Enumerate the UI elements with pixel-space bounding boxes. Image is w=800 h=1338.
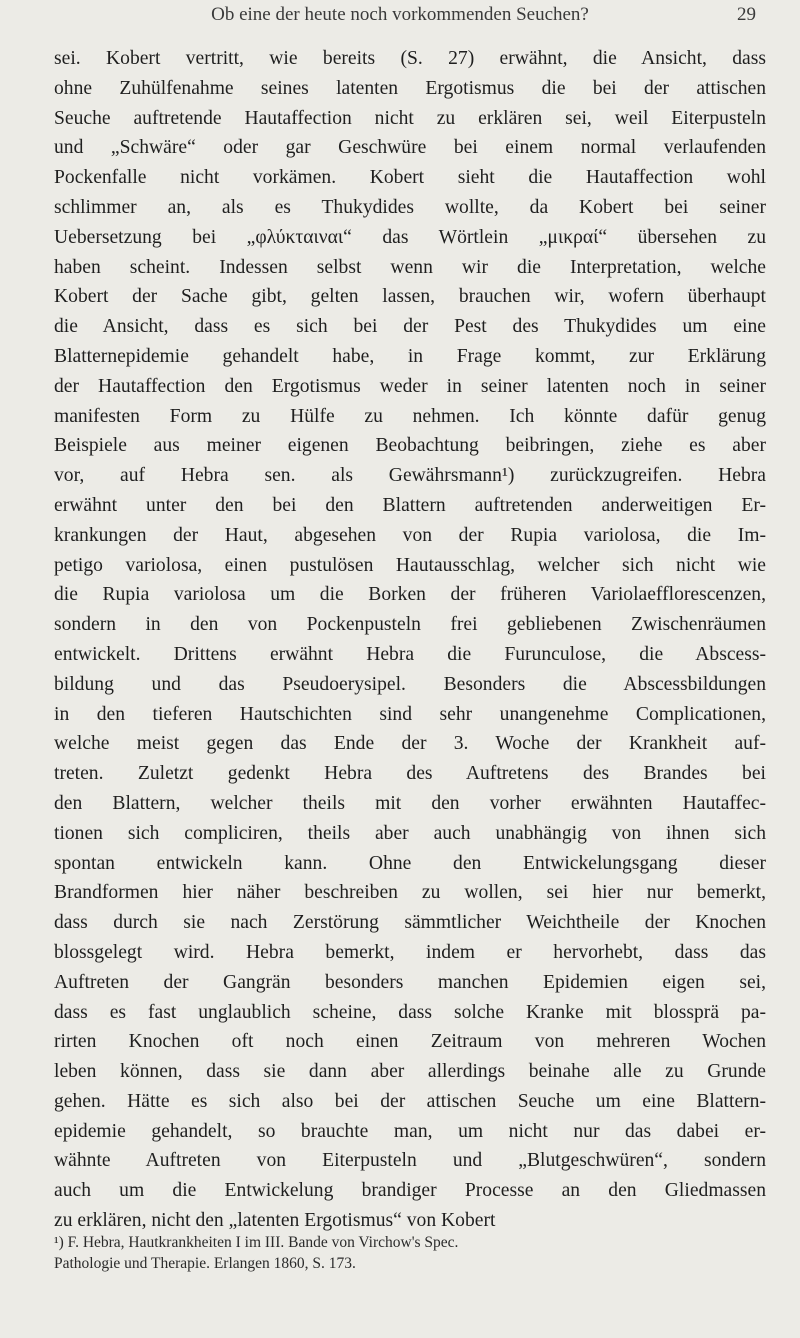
text-line: spontan entwickeln kann. Ohne den Entwickelungsgang dieser [54,852,766,874]
text-line: den Blattern, welcher theils mit den vorher erwähnten Hautaffec- [54,792,766,814]
text-line: erwähnt unter den bei den Blattern auftretenden anderweitigen Er- [54,494,766,516]
text-line: schlimmer an, als es Thukydides wollte, da Kobert bei seiner [54,196,766,218]
text-line: die Ansicht, dass es sich bei der Pest des Thukydides um eine [54,316,766,338]
text-line: zu erklären, nicht den „latenten Ergotismus“ von Kobert [54,1210,496,1232]
text-line: ohne Zuhülfenahme seines latenten Ergotismus die bei der attischen [54,77,766,99]
text-line: sondern in den von Pockenpusteln frei gebliebenen Zwischenräumen [54,614,766,636]
text-line: dass durch sie nach Zerstörung sämmtlicher Weichtheile der Knochen [54,912,766,934]
running-title: Ob eine der heute noch vorkommenden Seuchen? [211,4,589,25]
body-text [54,44,766,1236]
text-line: epidemie gehandelt, so brauchte man, um nicht nur das dabei er- [54,1120,766,1142]
text-line: wähnte Auftreten von Eiterpusteln und „Blutgeschwüren“, sondern [54,1150,766,1172]
text-line: Blatternepidemie gehandelt habe, in Frage kommt, zur Erklärung [54,345,766,367]
text-line: der Hautaffection den Ergotismus weder in seiner latenten noch in seiner [54,375,766,397]
text-line: auch um die Entwickelung brandiger Processe an den Gliedmassen [54,1180,766,1202]
text-line: Beispiele aus meiner eigenen Beobachtung beibringen, ziehe es aber [54,435,766,457]
text-line: welche meist gegen das Ende der 3. Woche der Krankheit auf- [54,733,766,755]
text-line: Kobert der Sache gibt, gelten lassen, brauchen wir, wofern überhaupt [54,286,766,308]
text-line: vor, auf Hebra sen. als Gewährsmann¹) zurückzugreifen. Hebra [54,465,766,487]
text-line: dass es fast unglaublich scheine, dass solche Kranke mit blossprä pa- [54,1001,766,1023]
text-line: und „Schwäre“ oder gar Geschwüre bei einem normal verlaufenden [54,137,766,159]
text-line: entwickelt. Drittens erwähnt Hebra die Furunculose, die Abscess- [54,643,766,665]
text-line: leben können, dass sie dann aber allerdings beinahe alle zu Grunde [54,1061,766,1083]
text-line: haben scheint. Indessen selbst wenn wir die Interpretation, welche [54,256,766,278]
text-line: manifesten Form zu Hülfe zu nehmen. Ich könnte dafür genug [54,405,766,427]
running-head [0,0,800,40]
text-line: tionen sich compliciren, theils aber auch unabhängig von ihnen sich [54,822,766,844]
footnote [54,1232,766,1274]
page-number: 29 [737,4,756,25]
text-line: bildung und das Pseudoerysipel. Besonders die Abscessbildungen [54,673,766,695]
text-line: Brandformen hier näher beschreiben zu wollen, sei hier nur bemerkt, [54,882,766,904]
text-line: die Rupia variolosa um die Borken der früheren Variolaefflorescenzen, [54,584,766,606]
text-line: in den tieferen Hautschichten sind sehr unangenehme Complicationen, [54,703,766,725]
footnote-line: Pathologie und Therapie. Erlangen 1860, S. 173. [54,1255,356,1272]
text-line: treten. Zuletzt gedenkt Hebra des Auftretens des Brandes bei [54,763,766,785]
text-line: gehen. Hätte es sich also bei der attischen Seuche um eine Blattern- [54,1090,766,1112]
text-line: sei. Kobert vertritt, wie bereits (S. 27) erwähnt, die Ansicht, dass [54,48,766,69]
text-line: Pockenfalle nicht vorkämen. Kobert sieht die Hautaffection wohl [54,167,766,189]
text-line: petigo variolosa, einen pustulösen Hautausschlag, welcher sich nicht wie [54,554,766,576]
footnote-line: ¹) F. Hebra, Hautkrankheiten I im III. Bande von Virchow's Spec. [54,1234,459,1251]
text-line: Uebersetzung bei „φλύκταιναι“ das Wörtlein „μικραί“ übersehen zu [54,226,766,248]
text-line: Auftreten der Gangrän besonders manchen Epidemien eigen sei, [54,971,766,993]
text-line: Seuche auftretende Hautaffection nicht zu erklären sei, weil Eiterpusteln [54,107,766,129]
text-line: krankungen der Haut, abgesehen von der Rupia variolosa, die Im- [54,524,766,546]
text-line: blossgelegt wird. Hebra bemerkt, indem er hervorhebt, dass das [54,941,766,963]
text-line: rirten Knochen oft noch einen Zeitraum von mehreren Wochen [54,1031,766,1053]
